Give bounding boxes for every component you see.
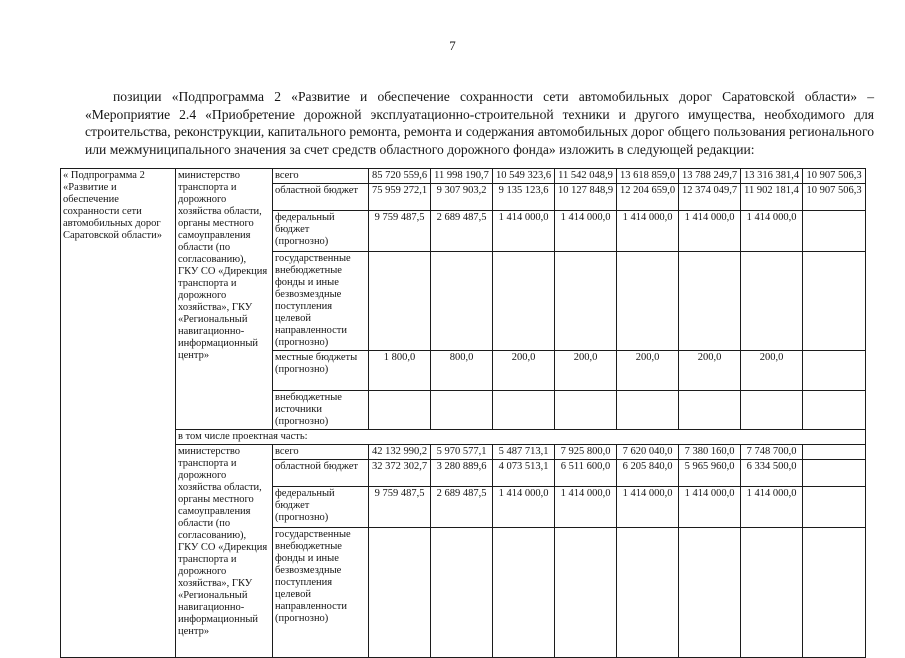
budget-table [60,168,866,658]
value-cell [493,528,555,658]
executor-cell: министерство транспорта и дорожного хозяйства области, органы местного самоуправления области (по согласованию), ГКУ СО «Дирекция транспорта и дорожного хозяйства», ГКУ «Региональный навигационно-информационный центр» [176,445,273,658]
value-cell [555,528,617,658]
value-cell: 1 414 000,0 [741,487,803,528]
value-cell: 200,0 [555,351,617,391]
row-label-cell: всего [273,169,369,184]
value-cell: 13 316 381,4 [741,169,803,184]
body-paragraph: позиции «Подпрограмма 2 «Развитие и обеспечение сохранности сети автомобильных дорог Саратовской области» – «Мероприятие 2.4 «Приобретение дорожной эксплуатационно-строительной техники и другого имущества, необходимого для строительства, реконструкции, капитального ремонта, ремонта и содержания автомобильных дорог общего пользования регионального или межмуниципального значения за счет средств областного дорожного фонда» изложить в следующей редакции: [85,89,874,157]
value-cell: 1 414 000,0 [555,211,617,252]
row-label-cell: всего [273,445,369,460]
value-cell [803,528,866,658]
value-cell [369,252,431,351]
value-cell: 1 414 000,0 [741,211,803,252]
value-cell: 6 334 500,0 [741,460,803,487]
value-cell: 1 800,0 [369,351,431,391]
value-cell [493,252,555,351]
value-cell [431,252,493,351]
value-cell: 1 414 000,0 [493,211,555,252]
row-label-cell: федеральный бюджет (прогнозно) [273,211,369,252]
value-cell [617,528,679,658]
value-cell: 13 788 249,7 [679,169,741,184]
value-cell: 75 959 272,1 [369,184,431,211]
value-cell: 5 965 960,0 [679,460,741,487]
value-cell: 12 374 049,7 [679,184,741,211]
table-row [61,445,866,460]
value-cell: 85 720 559,6 [369,169,431,184]
value-cell: 5 487 713,1 [493,445,555,460]
section-separator-cell: в том числе проектная часть: [176,430,866,445]
value-cell: 7 748 700,0 [741,445,803,460]
row-label-cell: местные бюджеты (прогнозно) [273,351,369,391]
value-cell: 10 907 506,3 [803,169,866,184]
program-cell: « Подпрограмма 2 «Развитие и обеспечение сохранности сети автомобильных дорог Саратовской области» [61,169,176,658]
value-cell: 5 970 577,1 [431,445,493,460]
value-cell [617,391,679,430]
value-cell: 200,0 [617,351,679,391]
value-cell [679,528,741,658]
value-cell: 32 372 302,7 [369,460,431,487]
value-cell [555,391,617,430]
value-cell [679,252,741,351]
value-cell: 2 689 487,5 [431,211,493,252]
value-cell: 7 925 800,0 [555,445,617,460]
value-cell: 200,0 [493,351,555,391]
value-cell [431,391,493,430]
value-cell: 1 414 000,0 [679,211,741,252]
value-cell: 11 542 048,9 [555,169,617,184]
value-cell: 200,0 [679,351,741,391]
value-cell [741,252,803,351]
value-cell: 7 620 040,0 [617,445,679,460]
value-cell: 1 414 000,0 [617,211,679,252]
value-cell: 4 073 513,1 [493,460,555,487]
value-cell [803,445,866,460]
value-cell: 12 204 659,0 [617,184,679,211]
value-cell: 7 380 160,0 [679,445,741,460]
row-label-cell: федеральный бюджет (прогнозно) [273,487,369,528]
value-cell: 9 307 903,2 [431,184,493,211]
row-label-cell: областной бюджет [273,184,369,211]
value-cell: 11 998 190,7 [431,169,493,184]
value-cell [493,391,555,430]
row-label-cell: внебюджетные источники (прогнозно) [273,391,369,430]
value-cell: 10 127 848,9 [555,184,617,211]
value-cell [803,351,866,391]
value-cell: 6 205 840,0 [617,460,679,487]
value-cell: 9 135 123,6 [493,184,555,211]
value-cell: 1 414 000,0 [617,487,679,528]
value-cell: 9 759 487,5 [369,211,431,252]
value-cell [741,528,803,658]
value-cell [679,391,741,430]
value-cell: 10 549 323,6 [493,169,555,184]
value-cell: 1 414 000,0 [679,487,741,528]
value-cell: 9 759 487,5 [369,487,431,528]
value-cell [741,391,803,430]
table-row [61,169,866,184]
row-label-cell: областной бюджет [273,460,369,487]
value-cell: 10 907 506,3 [803,184,866,211]
value-cell: 42 132 990,2 [369,445,431,460]
value-cell [803,460,866,487]
row-label-cell: государственные внебюджетные фонды и иные безвозмездные поступления целевой направленности (прогнозно) [273,252,369,351]
value-cell [555,252,617,351]
value-cell [369,391,431,430]
value-cell: 200,0 [741,351,803,391]
value-cell [617,252,679,351]
value-cell: 11 902 181,4 [741,184,803,211]
value-cell: 6 511 600,0 [555,460,617,487]
value-cell: 13 618 859,0 [617,169,679,184]
page-number: 7 [449,38,456,53]
table-row [61,430,866,445]
value-cell [803,252,866,351]
value-cell: 1 414 000,0 [555,487,617,528]
value-cell [369,528,431,658]
value-cell [803,487,866,528]
value-cell: 2 689 487,5 [431,487,493,528]
value-cell [803,211,866,252]
value-cell: 800,0 [431,351,493,391]
value-cell [803,391,866,430]
row-label-cell: государственные внебюджетные фонды и иные безвозмездные поступления целевой направленности (прогнозно) [273,528,369,658]
value-cell [431,528,493,658]
value-cell: 3 280 889,6 [431,460,493,487]
value-cell: 1 414 000,0 [493,487,555,528]
executor-cell: министерство транспорта и дорожного хозяйства области, органы местного самоуправления области (по согласованию), ГКУ СО «Дирекция транспорта и дорожного хозяйства», ГКУ «Региональный навигационно-информационный центр» [176,169,273,430]
